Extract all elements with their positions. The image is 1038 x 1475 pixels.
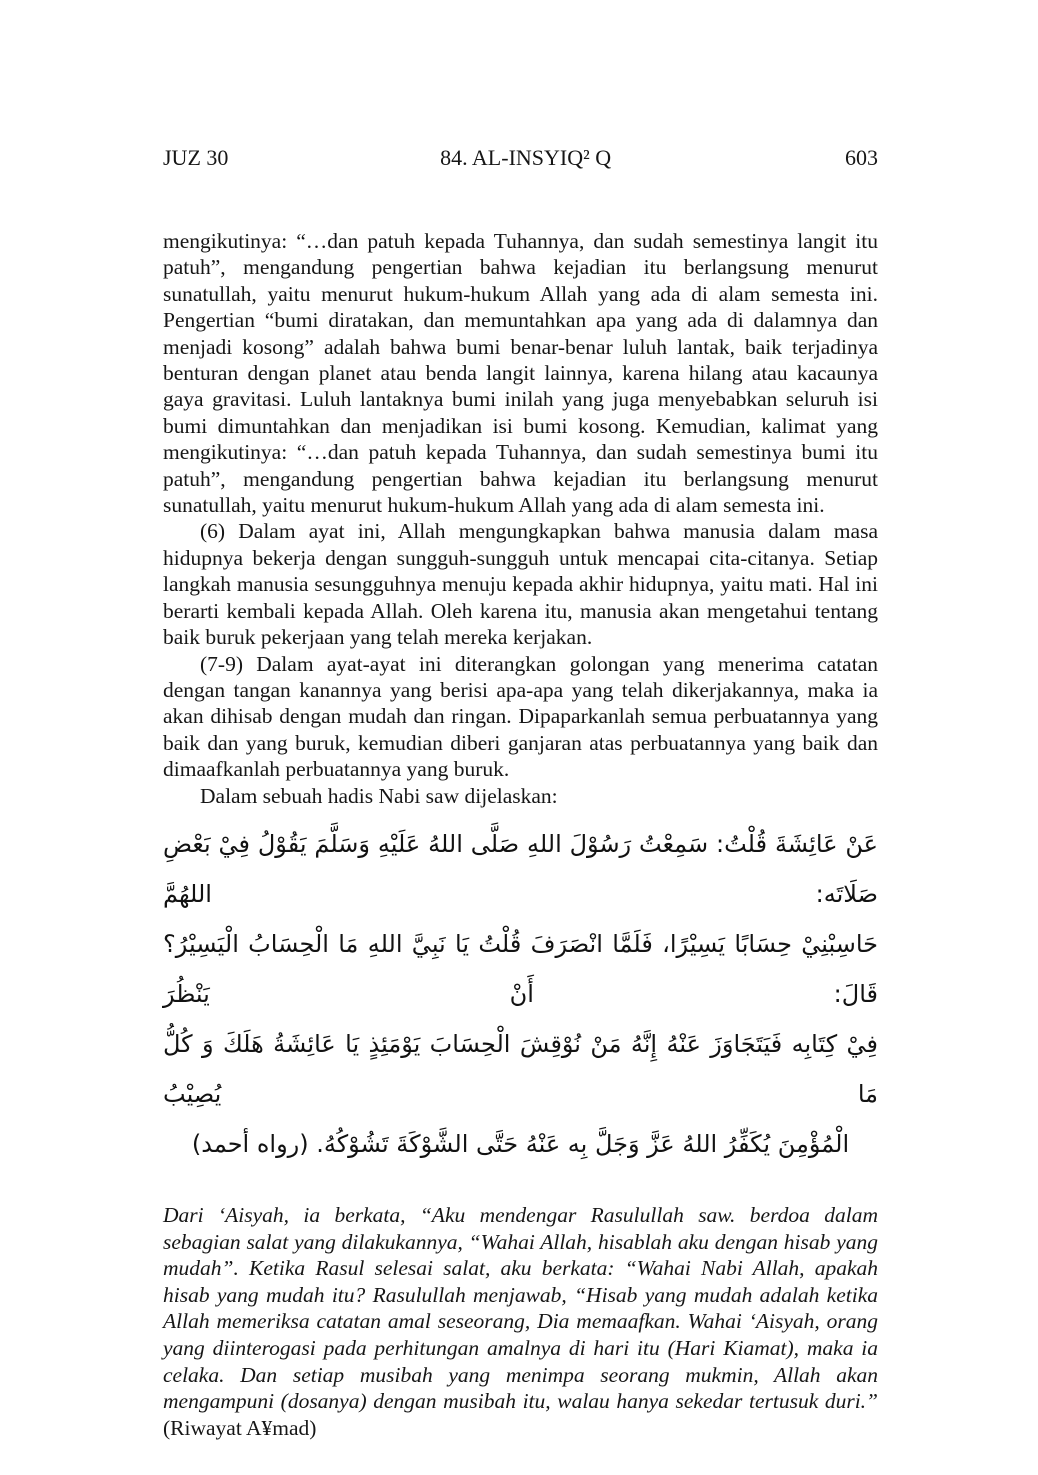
hadith-arabic-line-1: عَنْ عَائِشَةَ قُلْتُ: سَمِعْتُ رَسُوْلَ اللهِ صَلَّى اللهُ عَلَيْهِ وَسَلَّمَ يَقُوْلُ فِيْ بَعْضِ صَلَاتَه: اللهُمَّ	[163, 829, 878, 908]
surah-title: 84. AL-INSYIQ² Q	[440, 145, 612, 170]
hadith-arabic-line-4: الْمُؤْمِنَ يُكَفِّرُ اللهُ عَزَّ وَجَلَّ بِه عَنْهُ حَتَّى الشَّوْكَةَ تَشُوْكُهُ. (رواه أحمد)	[191, 1129, 850, 1158]
hadith-translation	[163, 1202, 878, 1441]
commentary-paragraph-continuation: mengikutinya: “…dan patuh kepada Tuhannya, dan sudah semestinya langit itu patuh”, mengandung pengertian bahwa kejadian itu berlangsung menurut sunatullah, yaitu menurut hukum-hukum Allah yang ada di alam semesta ini. Pengertian “bumi diratakan, dan memuntahkan apa yang ada di dalamnya dan menjadi kosong” adalah bahwa bumi benar-benar luluh lantak, baik terjadinya benturan dengan planet atau benda langit lainnya, karena hilang atau kacaunya gaya gravitasi. Luluh lantaknya bumi inilah yang juga menyebabkan seluruh isi bumi dimuntahkan dan menjadikan isi bumi kosong. Kemudian, kalimat yang mengikutinya: “…dan patuh kepada Tuhannya, dan sudah semestinya bumi itu patuh”, mengandung pengertian bahwa kejadian itu berlangsung menurut sunatullah, yaitu menurut hukum-hukum Allah yang ada di alam semesta ini.	[163, 229, 878, 518]
page-number: 603	[845, 145, 878, 170]
hadith-translation-text: Dari ‘Aisyah, ia berkata, “Aku mendengar Rasulullah saw. berdoa dalam sebagian salat yang dilakukannya, “Wahai Allah, hisablah aku dengan hisab yang mudah”. Ketika Rasul selesai salat, aku berkata: “Wahai Nabi Allah, apakah hisab yang mudah itu? Rasulullah menjawab, “Hisab yang mudah adalah ketika Allah memeriksa catatan amal seseorang, Dia memaafkan. Wahai ‘Aisyah, orang yang diinterogasi pada perhitungan amalnya di hari itu (Hari Kiamat), maka ia celaka. Dan setiap musibah yang menimpa seorang mukmin, Allah akan mengampuni (dosanya) dengan musibah itu, walau hanya sekedar tertusuk duri.”	[163, 1202, 878, 1414]
commentary-paragraph-ayat-6: (6) Dalam ayat ini, Allah mengungkapkan bahwa manusia dalam masa hidupnya bekerja dengan sungguh-sungguh untuk mencapai cita-citanya. Setiap langkah manusia sesungguhnya menuju kepada akhir hidupnya, yaitu mati. Hal ini berarti kembali kepada Allah. Oleh karena itu, manusia akan mengetahui tentang baik buruk pekerjaan yang telah mereka kerjakan.	[163, 519, 878, 650]
page-content	[163, 145, 878, 1463]
page-header	[163, 145, 878, 171]
commentary-paragraph-ayat-7-9: (7-9) Dalam ayat-ayat ini diterangkan golongan yang menerima catatan dengan tangan kanannya yang berisi apa-apa yang telah dikerjakannya, maka ia akan dihisab dengan mudah dan ringan. Dipaparkanlah semua perbuatannya yang baik dan yang buruk, kemudian diberi ganjaran atas perbuatannya yang baik dan dimaafkanlah perbuatannya yang buruk.	[163, 651, 878, 782]
hadith-intro: Dalam sebuah hadis Nabi saw dijelaskan:	[200, 783, 558, 808]
hadith-arabic-text	[163, 819, 878, 1169]
hadith-arabic-line-2: حَاسِبْنِيْ حِسَابًا يَسِيْرًا، فَلَمَّا انْصَرَفَ قُلْتُ يَا نَبِيَّ اللهِ مَا الْحِسَابُ الْيَسِيْرُ؟ قَالَ: أَنْ يَنْظُرَ	[163, 929, 878, 1008]
commentary-section	[163, 228, 878, 809]
hadith-source-attribution: (Riwayat A¥mad)	[163, 1415, 317, 1440]
juz-label: JUZ 30	[163, 145, 229, 170]
hadith-arabic-line-3: فِيْ كِتَابِه فَيَتَجَاوَزَ عَنْهُ إِنَّهُ مَنْ نُوْقِشَ الْحِسَابَ يَوْمَئِذٍ يَا عَائِشَةُ هَلَكَ وَ كُلُّ مَا يُصِيْبُ	[163, 1029, 878, 1108]
